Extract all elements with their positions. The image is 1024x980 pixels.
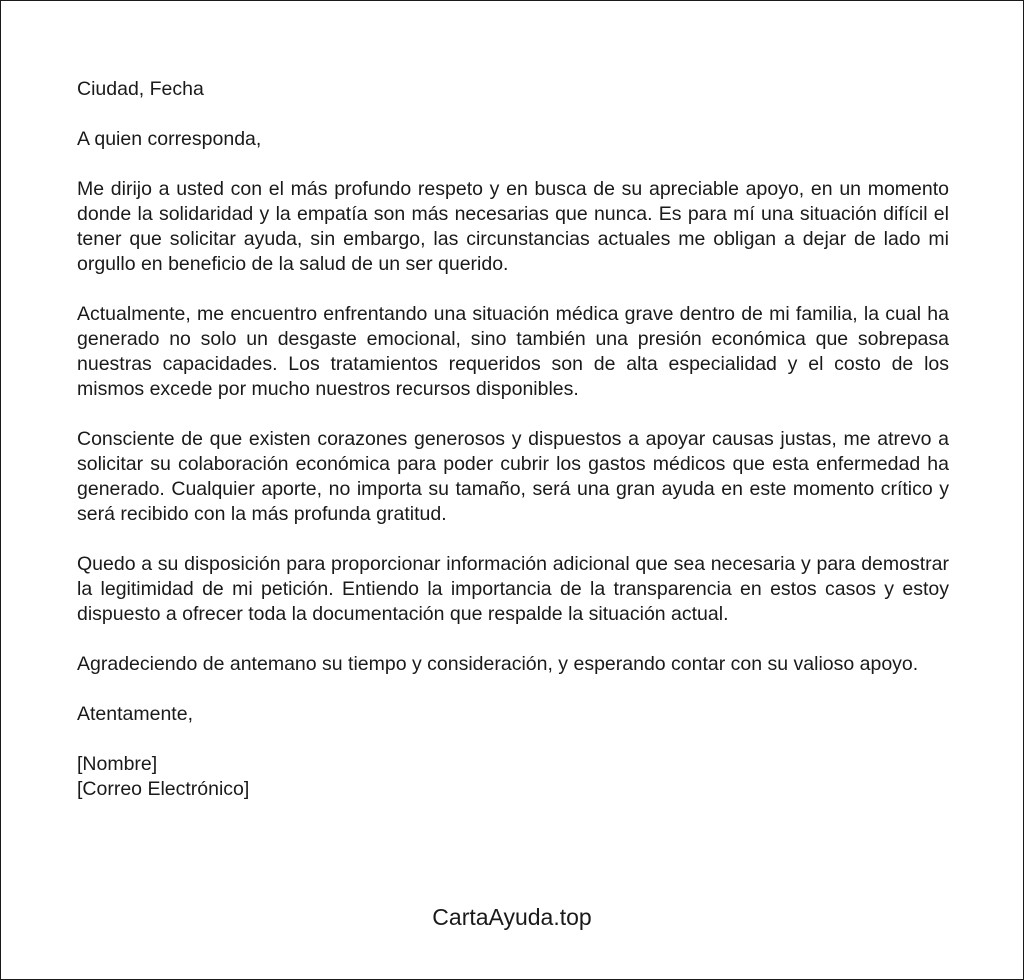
paragraph-situation: Actualmente, me encuentro enfrentando una situación médica grave dentro de mi familia, la cual ha generado no solo un desgaste emocional, sino también una presión económica que sobrepasa nuestras capacidades. Los tratamientos requeridos son de alta especialidad y el costo de los mismos excede por mucho nuestros recursos disponibles. [77, 303, 949, 400]
letter-body [77, 77, 949, 802]
signature-block [77, 752, 949, 802]
paragraph-request: Consciente de que existen corazones generosos y dispuestos a apoyar causas justas, me atrevo a solicitar su colaboración económica para poder cubrir los gastos médicos que esta enfermedad ha generado. Cualquier aporte, no importa su tamaño, será una gran ayuda en este momento crítico y será recibido con la más profunda gratitud. [77, 428, 949, 525]
paragraph-thanks: Agradeciendo de antemano su tiempo y consideración, y esperando contar con su valioso apoyo. [77, 653, 919, 675]
signature-name: [Nombre] [77, 753, 158, 775]
greeting: A quien corresponda, [77, 128, 262, 150]
closing: Atentamente, [77, 703, 193, 725]
footer-site: CartaAyuda.top [432, 904, 592, 930]
place-date: Ciudad, Fecha [77, 78, 204, 100]
signature-email: [Correo Electrónico] [77, 778, 250, 800]
paragraph-introduction: Me dirijo a usted con el más profundo respeto y en busca de su apreciable apoyo, en un momento donde la solidaridad y la empatía son más necesarias que nunca. Es para mí una situación difícil el tener que solicitar ayuda, sin embargo, las circunstancias actuales me obligan a dejar de lado mi orgullo en beneficio de la salud de un ser querido. [77, 178, 949, 275]
paragraph-availability: Quedo a su disposición para proporcionar información adicional que sea necesaria y para demostrar la legitimidad de mi petición. Entiendo la importancia de la transparencia en estos casos y estoy dispuesto a ofrecer toda la documentación que respalde la situación actual. [77, 553, 949, 625]
